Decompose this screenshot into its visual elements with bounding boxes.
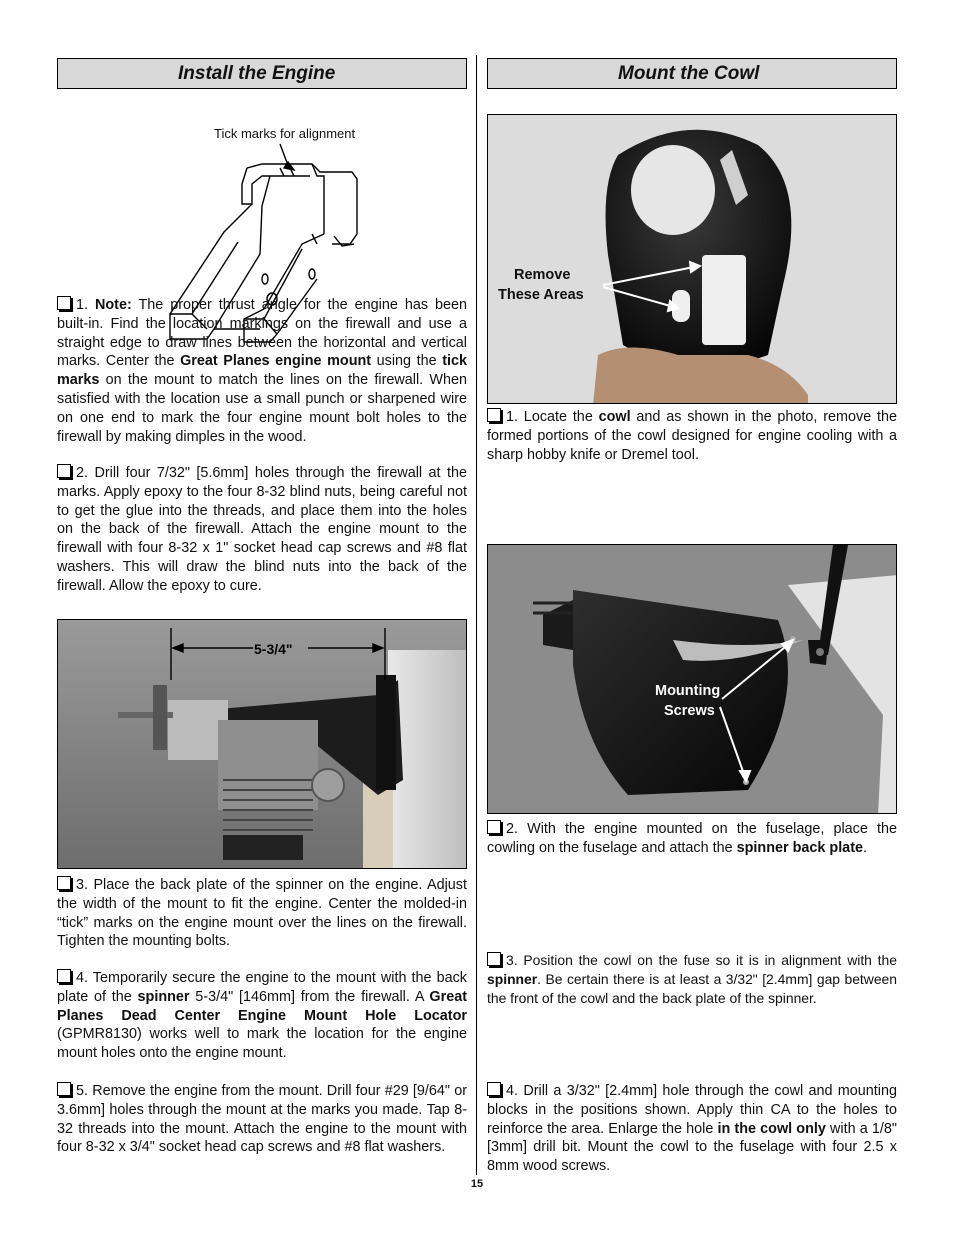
cowl-photo-2-illustration: [488, 545, 897, 814]
page-number: 15: [470, 1178, 484, 1190]
mount-cowl-column: [487, 58, 897, 1175]
column-divider: [476, 55, 477, 1175]
step-5-checkbox[interactable]: [57, 1082, 71, 1096]
cowl-step-3: 3. Position the cowl on the fuse so it is in alignment with the spinner. Be certain there is at least a 3/32" [2.4mm] gap between the front of the cowl and the back plate of the spinner.: [487, 952, 897, 1006]
cowl-step-2-checkbox[interactable]: [487, 820, 501, 834]
install-engine-header: Install the Engine: [57, 58, 467, 89]
engine-step-4: 4. Temporarily secure the engine to the mount with the back plate of the spinner 5-3/4" [146mm] from the firewall. A Great Planes Dead Center Engine Mount Hole Locator (GPMR8130) works well to mark the location for the engine mount holes onto the engine mount.: [57, 970, 468, 1062]
step-1-checkbox[interactable]: [57, 296, 71, 310]
diagram-caption: Tick marks for alignment: [214, 126, 356, 141]
cowl-photo-mounting-screws: [487, 544, 897, 814]
cowl-step-4-checkbox[interactable]: [487, 1082, 501, 1096]
mounting-screws-label-line1: Mounting: [655, 683, 721, 699]
install-engine-column: [57, 58, 468, 1156]
dimension-label: 5-3/4": [254, 641, 293, 657]
engine-step-2: 2. Drill four 7/32" [5.6mm] holes through the firewall at the marks. Apply epoxy to the four 8-32 blind nuts, being careful not to get the glue into the threads, and place them into the holes on the back of the firewall. Attach the engine mount to the firewall with four 8-32 x 1" socket head cap screws and #8 flat washers. This will draw the blind nuts into the back of the firewall. Allow the epoxy to cure.: [57, 465, 467, 594]
engine-photo-illustration: [58, 620, 467, 869]
step-3-checkbox[interactable]: [57, 876, 71, 890]
engine-step-3: 3. Place the back plate of the spinner on the engine. Adjust the width of the mount to fit the engine. Center the molded-in “tick” marks on the engine mount over the lines on the firewall. Tighten the mounting bolts.: [57, 877, 467, 950]
cowl-step-3-checkbox[interactable]: [487, 952, 501, 966]
engine-step-5: 5. Remove the engine from the mount. Drill four #29 [9/64" or 3.6mm] holes through the mount at the marks you made. Tap 8-32 threads into the mount. Attach the engine to the mount with four 8-32 x 3/4" socket head cap screws and #8 flat washers.: [57, 1083, 467, 1156]
mount-cowl-header: Mount the Cowl: [487, 58, 897, 89]
cowl-step-1-checkbox[interactable]: [487, 408, 501, 422]
step-2-checkbox[interactable]: [57, 464, 71, 478]
engine-mount-photo: [57, 619, 467, 869]
engine-step-1: 1. Note: The proper thrust angle for the engine has been built-in. Find the location markings on the firewall and use a straight edge to draw lines between the horizontal and vertical marks. Center the Great Planes engine mount using the tick marks on the mount to match the lines on the firewall. When satisfied with the location use a small punch or sharpened wire on one end to mark the four engine mount bolt holes to the firewall by making dimples in the wood.: [57, 297, 467, 445]
remove-areas-label-line1: Remove: [514, 267, 571, 283]
cowl-photo-1-illustration: [488, 115, 897, 404]
cowl-step-2: 2. With the engine mounted on the fuselage, place the cowling on the fuselage and attach the spinner back plate.: [487, 821, 897, 856]
cowl-photo-remove-areas: [487, 114, 897, 404]
remove-areas-label-line2: These Areas: [498, 287, 584, 303]
cowl-step-4: 4. Drill a 3/32" [2.4mm] hole through the cowl and mounting blocks in the positions shown. Apply thin CA to the holes to reinforce the area. Enlarge the hole in the cowl only with a 1/8" [3mm] drill bit. Mount the cowl to the fuselage with four 2.5 x 8mm wood screws.: [487, 1083, 897, 1175]
cowl-step-1: 1. Locate the cowl and as shown in the photo, remove the formed portions of the cowl designed for engine cooling with a sharp hobby knife or Dremel tool.: [487, 409, 897, 463]
mounting-screws-label-line2: Screws: [664, 703, 715, 719]
step-4-checkbox[interactable]: [57, 969, 71, 983]
